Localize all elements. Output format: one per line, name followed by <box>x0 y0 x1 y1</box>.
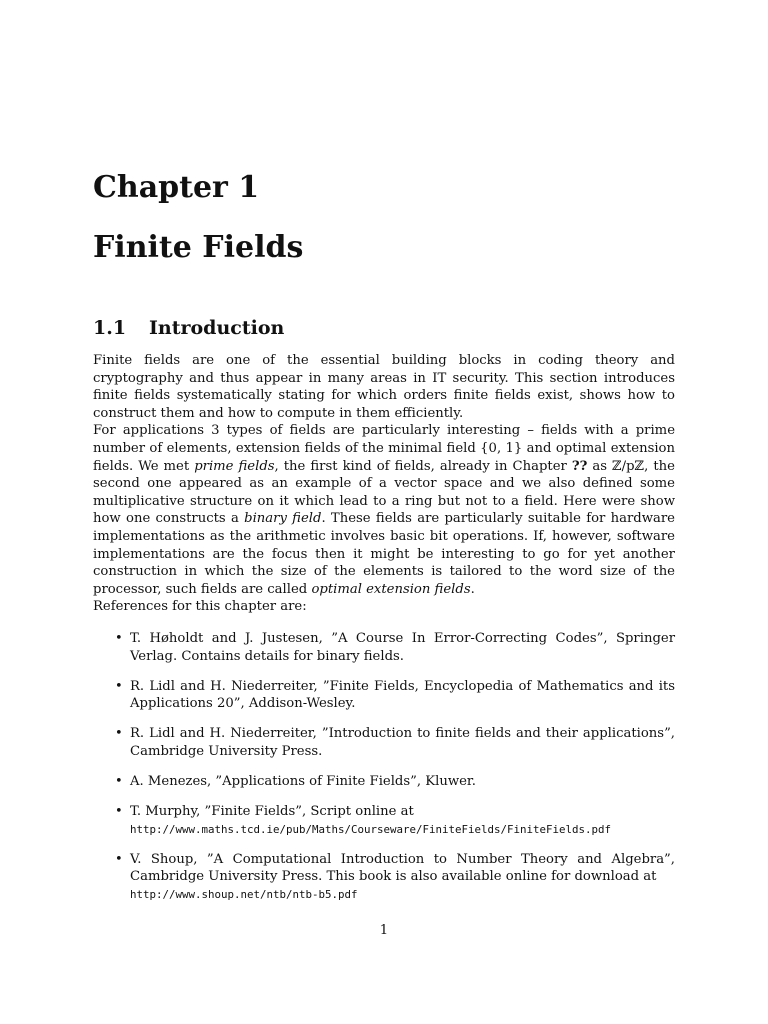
bullet-icon: • <box>115 726 123 742</box>
section-number: 1.1 <box>93 317 127 339</box>
field-types-paragraph <box>93 422 675 598</box>
prime-fields-term: prime fields <box>194 458 275 474</box>
reference-text: T. Murphy, ”Finite Fields”, Script online at <box>130 804 414 820</box>
chapter-label: Chapter 1 <box>93 170 260 205</box>
reference-text: R. Lidl and H. Niederreiter, ”Introduction to finite fields and their applications”, Cambridge University Press. <box>130 726 675 759</box>
reference-item <box>93 851 675 904</box>
body-text <box>93 352 675 916</box>
reference-url-link[interactable]: http://www.shoup.net/ntb/ntb-b5.pdf <box>130 887 358 901</box>
reference-item <box>93 678 675 713</box>
reference-item <box>93 725 675 760</box>
reference-url-link[interactable]: http://www.maths.tcd.ie/pub/Maths/Courseware/FiniteFields/FiniteFields.pdf <box>130 822 612 836</box>
field-types-text-5: . <box>470 581 475 597</box>
intro-paragraph: Finite fields are one of the essential building blocks in coding theory and cryptography and thus appear in many areas in IT security. This section introduces finite fields systematically stating for which orders finite fields exist, shows how to construct them and how to compute in them efficiently. <box>93 353 675 421</box>
reference-text: A. Menezes, ”Applications of Finite Fields”, Kluwer. <box>130 773 476 789</box>
reference-text: V. Shoup, ”A Computational Introduction to Number Theory and Algebra”, Cambridge University Press. This book is also available online for download at <box>130 851 675 885</box>
reference-item <box>93 803 675 838</box>
page-number: 1 <box>379 923 389 938</box>
bullet-icon: • <box>115 630 123 646</box>
reference-item <box>93 773 675 791</box>
bullet-icon: • <box>115 678 123 694</box>
field-types-text-4: . These fields are particularly suitable for hardware implementations as the arithmetic involves basic bit operations. If, however, software implementations are the focus then it might be interesting to go for yet another construction in which the size of the elements is tailored to the word size of the processor, such fields are called <box>93 511 675 597</box>
references-intro: References for this chapter are: <box>93 599 307 615</box>
chapter-title: Finite Fields <box>93 230 304 265</box>
references-list <box>93 630 675 904</box>
bullet-icon: • <box>115 804 123 820</box>
section-title: Introduction <box>149 317 285 339</box>
optimal-extension-fields-term: optimal extension fields <box>311 581 471 597</box>
field-types-text-1: For applications 3 types of fields are particularly interesting – fields with a prime number of elements, extension fields of the minimal field {0, 1} and optimal extension fields. We met <box>93 423 675 474</box>
reference-item <box>93 630 675 665</box>
section-heading <box>93 314 284 342</box>
chapter-reference-unresolved: ?? <box>571 458 588 474</box>
bullet-icon: • <box>115 851 123 867</box>
bullet-icon: • <box>115 773 123 789</box>
field-types-text-2: , the first kind of fields, already in Chapter <box>274 458 572 474</box>
binary-field-term: binary field <box>244 511 322 527</box>
reference-text: R. Lidl and H. Niederreiter, ”Finite Fields, Encyclopedia of Mathematics and its Applications 20”, Addison-Wesley. <box>130 678 675 712</box>
field-types-text-3: as ℤ/pℤ, the second one appeared as an example of a vector space and we also defined some multiplicative structure on it which lead to a ring but not to a field. Here were show how one constructs a <box>93 458 675 527</box>
reference-text: T. Høholdt and J. Justesen, ”A Course In Error-Correcting Codes”, Springer Verlag. Contains details for binary fields. <box>130 630 675 664</box>
